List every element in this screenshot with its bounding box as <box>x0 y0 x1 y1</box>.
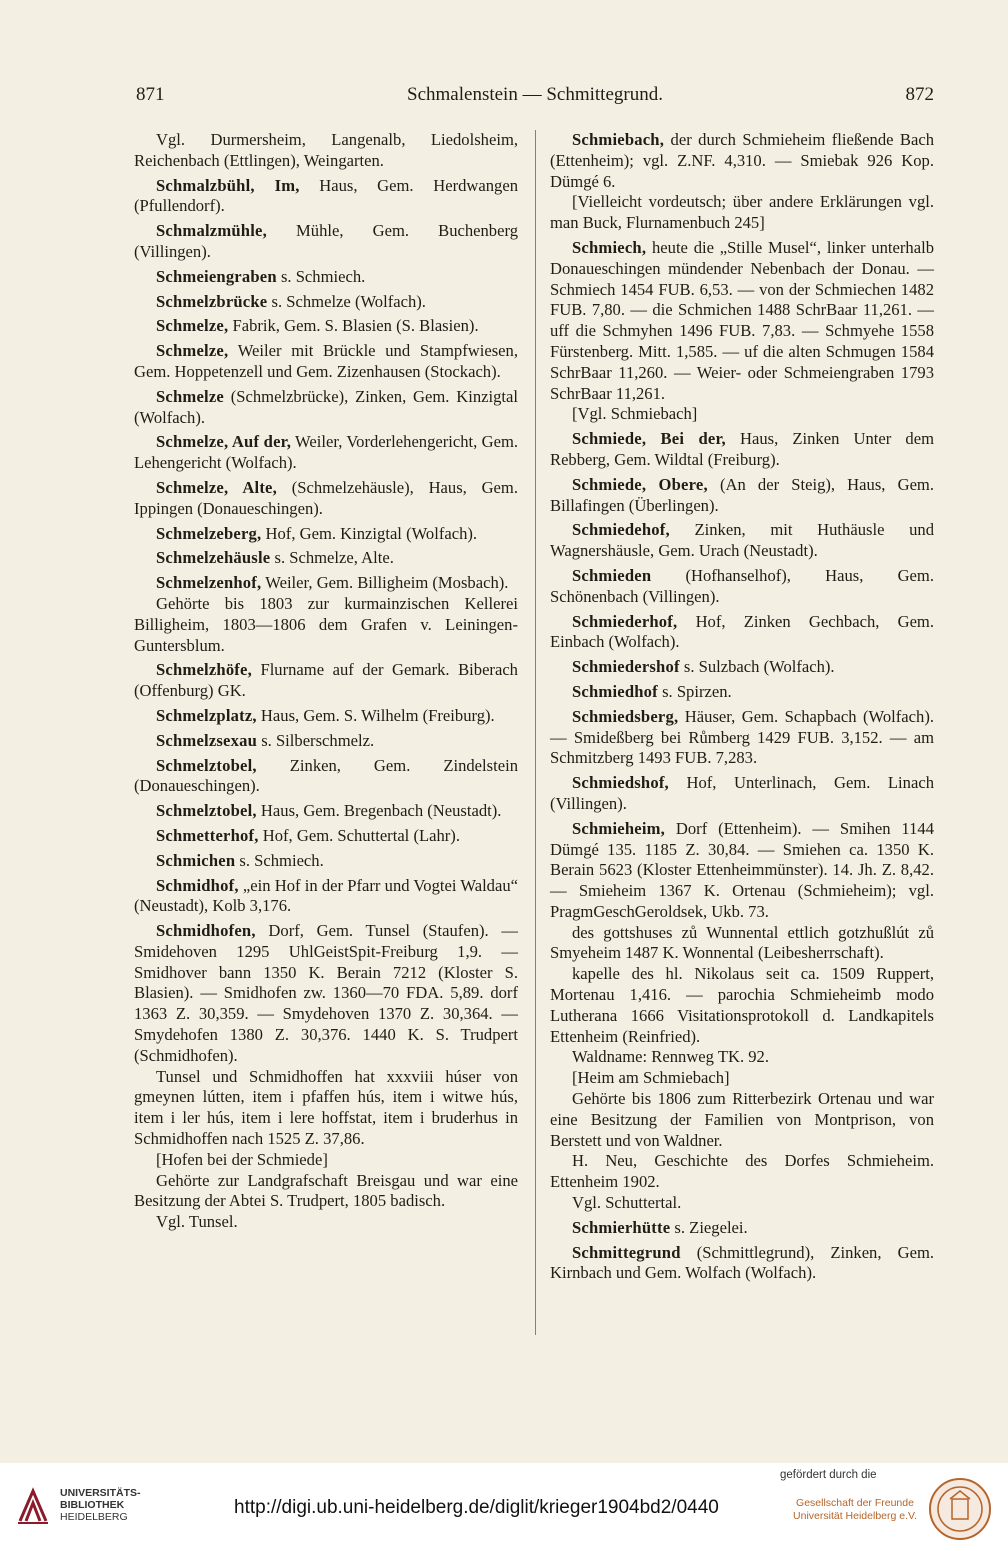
dictionary-entry <box>134 267 518 288</box>
entry-headword: Schmelzeberg, <box>156 523 262 543</box>
entry-headword: Schmeiengraben <box>156 266 277 286</box>
entry-headword: Schmalzmühle, <box>156 221 267 241</box>
entry-text: s. Sulzbach (Wolfach). <box>683 657 835 677</box>
entry-text: Flurname auf der Gemark. Biberach (Offenburg) GK. <box>134 660 518 701</box>
dictionary-entry <box>134 851 518 872</box>
entry-headword: Schmelzsexau <box>156 730 258 750</box>
entry-headword: Schmichen <box>156 850 236 870</box>
entry-headword: Schmelze, <box>156 316 229 336</box>
dictionary-entry <box>134 548 518 569</box>
entry-text: Haus, Gem. Herdwangen (Pfullendorf). <box>134 175 518 216</box>
dictionary-entry <box>134 130 518 172</box>
dictionary-entry <box>134 756 518 798</box>
entry-headword: Schmittegrund <box>572 1242 681 1262</box>
dictionary-entry <box>134 478 518 520</box>
dictionary-entry <box>134 826 518 847</box>
library-line-1: UNIVERSITÄTS- <box>60 1487 141 1499</box>
entry-headword: Schmelze <box>156 386 224 406</box>
entry-paragraph: Gehörte zur Landgrafschaft Breisgau und war eine Besitzung der Abtei S. Trudpert, 1805 badisch. <box>134 1170 518 1211</box>
dictionary-entry <box>550 707 934 769</box>
entry-paragraph: [Vgl. Schmiebach] <box>572 404 698 424</box>
dictionary-entry <box>134 316 518 337</box>
dictionary-entry <box>134 341 518 383</box>
library-line-3: HEIDELBERG <box>60 1511 128 1523</box>
running-title: Schmalenstein — Schmittegrund. <box>407 84 663 105</box>
entry-text: Fabrik, Gem. S. Blasien (S. Blasien). <box>232 316 479 336</box>
dictionary-entry <box>550 819 934 1214</box>
entry-text: Hof, Zinken Gechbach, Gem. Einbach (Wolfach). <box>550 611 934 652</box>
viewer-footer <box>0 1463 1008 1551</box>
society-name <box>784 1497 926 1523</box>
entry-text: Hof, Unterlinach, Gem. Linach (Villingen). <box>550 773 934 813</box>
dictionary-entry <box>134 706 518 727</box>
dictionary-entry <box>550 429 934 471</box>
entry-headword: Schmalzbühl, Im, <box>156 175 300 195</box>
permalink-url[interactable]: http://digi.ub.uni-heidelberg.de/diglit/krieger1904bd2/0440 <box>234 1497 719 1518</box>
dictionary-entry <box>134 731 518 752</box>
entry-headword: Schmiedhof <box>572 681 658 701</box>
funded-by-label: gefördert durch die <box>780 1469 877 1481</box>
entry-text: (Hofhanselhof), Haus, Gem. Schönenbach (Villingen). <box>550 565 934 606</box>
dictionary-entry <box>134 432 518 474</box>
entry-paragraph: [Heim am Schmiebach] <box>572 1068 730 1088</box>
entry-headword: Schmiebach, <box>572 130 665 149</box>
dictionary-entry <box>134 876 518 918</box>
dictionary-entry <box>550 1218 934 1239</box>
entry-headword: Schmiech, <box>572 237 647 257</box>
entry-text: heute die „Stille Musel“, linker unterhalb Donaueschingen mündender Nebenbach der Donau. — Schmiech 1454 FUB. 6,53. — von der Schmiechen 1482 FUB. 7,80. — die Schmichen 1488 SchrBaar 11,261. — uff die Schmyhen 1496 FUB. 7,83. — Schmyehe 1558 Fürstenberg. Mitt. 1,585. — uf die alten Schmugen 1584 SchrBaar 11,260. — Weier- oder Schmeiengraben 1793 SchrBaar 11,261. <box>550 237 934 403</box>
entry-text: Häuser, Gem. Schapbach (Wolfach). — Smideßberg bei Růmberg 1429 FUB. 3,152. — am Schmitzberg 1493 FUB. 7,283. <box>550 706 934 768</box>
entry-paragraph: Tunsel und Schmidhoffen hat xxxviii húser von gmeynen lútten, item i pfaffen hús, item i witwe hús, item i ler hús, item i lere hoffstat, item i bruderhus in Schmidhoffen nach 1525 Z. 37,86. <box>134 1066 518 1149</box>
entry-paragraph: Gehörte bis 1803 zur kurmainzischen Kellerei Billigheim, 1803—1806 dem Grafen v. Leiningen-Guntersblum. <box>134 593 518 655</box>
entry-headword: Schmieden <box>572 565 652 585</box>
entry-headword: Schmelzbrücke <box>156 291 268 311</box>
entry-text: s. Ziegelei. <box>674 1217 748 1237</box>
entry-headword: Schmidhof, <box>156 875 239 895</box>
dictionary-entry <box>550 520 934 562</box>
dictionary-entry <box>550 238 934 425</box>
entry-headword: Schmelze, Alte, <box>156 477 277 497</box>
dictionary-entry <box>550 566 934 608</box>
dictionary-entry <box>550 475 934 517</box>
entry-headword: Schmetterhof, <box>156 825 259 845</box>
dictionary-entry <box>134 801 518 822</box>
entry-paragraph: Gehörte bis 1806 zum Ritterbezirk Ortenau und war eine Besitzung der Familien von Montprison, von Berstett und von Waldner. <box>550 1089 934 1150</box>
dictionary-entry <box>550 773 934 815</box>
entry-paragraph: H. Neu, Geschichte des Dorfes Schmieheim. Ettenheim 1902. <box>550 1151 934 1192</box>
entry-text: Hof, Gem. Kinzigtal (Wolfach). <box>265 523 478 543</box>
entry-text: s. Schmelze, Alte. <box>274 548 394 568</box>
entry-headword: Schmelzenhof, <box>156 573 262 593</box>
entry-headword: Schmelzhöfe, <box>156 660 252 680</box>
entry-paragraph: [Vielleicht vordeutsch; über andere Erklärungen vgl. man Buck, Flurnamenbuch 245] <box>550 192 934 233</box>
entry-text: Weiler, Vorderlehengericht, Gem. Lehengericht (Wolfach). <box>134 432 518 473</box>
entry-text: (An der Steig), Haus, Gem. Billafingen (Überlingen). <box>550 474 934 515</box>
entry-paragraph: Waldname: Rennweg TK. 92. <box>572 1047 769 1067</box>
entry-text: (Schmelzehäusle), Haus, Gem. Ippingen (Donaueschingen). <box>134 477 518 518</box>
ub-heidelberg-logo-icon <box>14 1485 52 1527</box>
entry-headword: Schmidhofen, <box>156 921 256 941</box>
page-header <box>136 84 934 112</box>
entry-text: Weiler, Gem. Billigheim (Mosbach). <box>265 573 509 593</box>
right-column <box>550 130 934 1288</box>
entry-text: Mühle, Gem. Buchenberg (Villingen). <box>134 221 518 261</box>
entry-text: Zinken, mit Huthäusle und Wagnershäusle, Gem. Urach (Neustadt). <box>550 520 934 561</box>
entry-text: „ein Hof in der Pfarr und Vogtei Waldau“ (Neustadt), Kolb 3,176. <box>134 875 518 916</box>
entry-paragraph: [Hofen bei der Schmiede] <box>156 1149 328 1169</box>
entry-headword: Schmiedershof <box>572 657 680 677</box>
dictionary-entry <box>134 292 518 313</box>
entry-text: (Schmelzbrücke), Zinken, Gem. Kinzigtal (Wolfach). <box>134 386 518 427</box>
dictionary-entry <box>550 130 934 234</box>
entry-paragraph: Vgl. Tunsel. <box>156 1212 238 1232</box>
entry-text: s. Schmiech. <box>239 850 324 870</box>
entry-text: Vgl. Durmersheim, Langenalb, Liedolsheim, Reichenbach (Ettlingen), Weingarten. <box>134 130 518 170</box>
entry-headword: Schmiede, Bei der, <box>572 429 726 449</box>
entry-headword: Schmelze, <box>156 341 229 361</box>
dictionary-entry <box>550 682 934 703</box>
entry-paragraph: des gottshuses zů Wunnental ettlich gotzhußlút zů Smyeheim 1487 K. Wonnental (Leibesherrschaft). <box>550 922 934 963</box>
entry-headword: Schmiedshof, <box>572 773 669 793</box>
entry-headword: Schmierhütte <box>572 1217 671 1237</box>
entry-text: Zinken, Gem. Zindelstein (Donaueschingen). <box>134 755 518 796</box>
page-number-left: 871 <box>136 84 165 105</box>
column-divider <box>535 130 536 1335</box>
dictionary-entry <box>550 657 934 678</box>
entry-paragraph: kapelle des hl. Nikolaus seit ca. 1509 Ruppert, Mortenau 1,416. — parochia Schmieheimb modo Lutherana 1666 Visitationsprotokoll d. Landkapitels Ettenheim (Reinfried). <box>550 964 934 1046</box>
entry-headword: Schmiederhof, <box>572 611 678 631</box>
entry-text: Haus, Gem. S. Wilhelm (Freiburg). <box>260 705 495 725</box>
entry-headword: Schmieheim, <box>572 818 665 838</box>
dictionary-entry <box>134 221 518 263</box>
library-name <box>60 1487 141 1523</box>
dictionary-entry <box>134 176 518 218</box>
dictionary-entry <box>134 921 518 1233</box>
entry-text: der durch Schmieheim fließende Bach (Ettenheim); vgl. Z.NF. 4,310. — Smiebak 926 Kop. Dümgé 6. <box>550 130 934 191</box>
dictionary-entry <box>134 660 518 702</box>
entry-headword: Schmiedehof, <box>572 520 670 540</box>
entry-text: s. Schmiech. <box>280 266 366 286</box>
entry-headword: Schmiedsberg, <box>572 706 679 726</box>
entry-text: Haus, Gem. Bregenbach (Neustadt). <box>260 801 502 821</box>
entry-text: s. Silberschmelz. <box>261 730 375 750</box>
university-seal-icon <box>928 1477 992 1541</box>
entry-text: Hof, Gem. Schuttertal (Lahr). <box>262 825 460 845</box>
dictionary-entry <box>550 612 934 654</box>
entry-headword: Schmelze, Auf der, <box>156 432 292 452</box>
entry-headword: Schmelzplatz, <box>156 705 257 725</box>
entry-headword: Schmelztobel, <box>156 801 257 821</box>
entry-paragraph: Vgl. Schuttertal. <box>572 1193 682 1213</box>
entry-text: Dorf (Ettenheim). — Smihen 1144 Dümgé 135. 1185 Z. 30,84. — Smiehen ca. 1350 K. Berain 5623 (Kloster Ettenheimmünster). 14. Jh. Z. 8,42. — Smieheim 1367 K. Ortenau (Schmieheim); vgl. PragmGeschGeroldsek, Ukb. 73. <box>550 818 934 921</box>
library-line-2: BIBLIOTHEK <box>60 1499 125 1511</box>
entry-text: (Schmittlegrund), Zinken, Gem. Kirnbach und Gem. Wolfach (Wolfach). <box>550 1242 934 1283</box>
entry-text: Dorf, Gem. Tunsel (Staufen). — Smidehoven 1295 UhlGeistSpit-Freiburg 1,9. — Smidhover bann 1350 K. Berain 7212 (Kloster S. Blasien). — Smidhofen zw. 1360—70 FDA. 5,89. dorf 1363 Z. 30,359. — Smydehoven 1370 Z. 30,364. — Smydehofen 1380 Z. 30,376. 1440 K. S. Trudpert (Schmidhofen). <box>134 921 518 1065</box>
society-line-2: Universität Heidelberg e.V. <box>793 1510 917 1522</box>
entry-text: Weiler mit Brückle und Stampfwiesen, Gem. Hoppetenzell und Gem. Zizenhausen (Stockach). <box>134 341 518 381</box>
dictionary-entry <box>134 524 518 545</box>
entry-text: Haus, Zinken Unter dem Rebberg, Gem. Wildtal (Freiburg). <box>550 429 934 469</box>
entry-headword: Schmelztobel, <box>156 755 257 775</box>
dictionary-entry <box>550 1243 934 1285</box>
dictionary-entry <box>134 573 518 656</box>
dictionary-entry <box>134 387 518 429</box>
left-column <box>134 130 518 1237</box>
society-line-1: Gesellschaft der Freunde <box>796 1497 914 1509</box>
entry-headword: Schmelzehäusle <box>156 548 271 568</box>
page-number-right: 872 <box>905 84 934 105</box>
entry-text: s. Schmelze (Wolfach). <box>271 291 426 311</box>
entry-headword: Schmiede, Obere, <box>572 474 708 494</box>
entry-text: s. Spirzen. <box>662 681 732 701</box>
